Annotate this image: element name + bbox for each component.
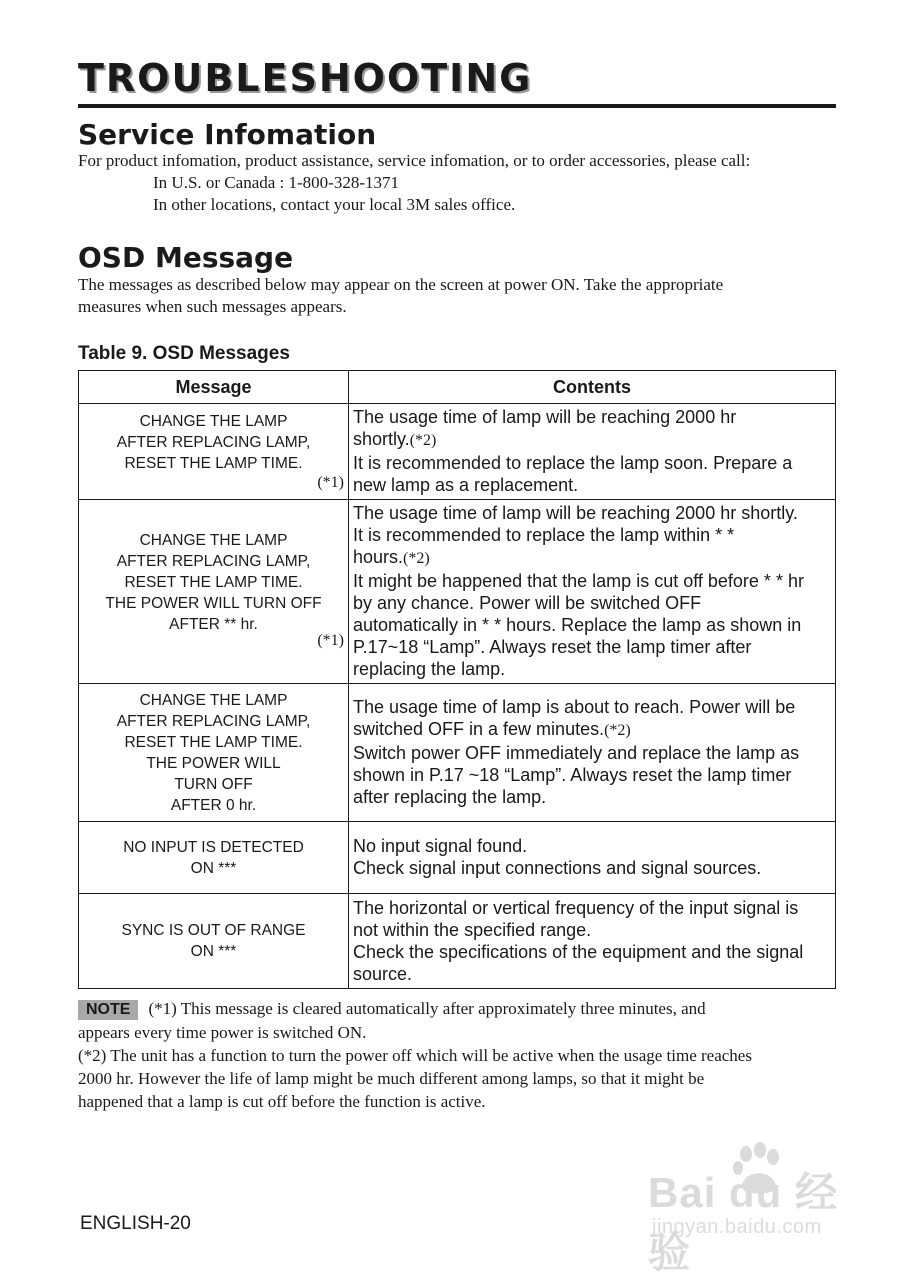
table-row [79, 404, 836, 500]
content-line: by any chance. Power will be switched OFF [353, 593, 702, 613]
watermark-brand: Bai du 经验 [648, 1169, 839, 1276]
message-line: THE POWER WILL TURN OFF [105, 595, 322, 612]
service-intro: For product infomation, product assistance, service infomation, or to order accessories, please call: [78, 151, 751, 170]
title-divider [78, 104, 836, 108]
column-header-message: Message [79, 371, 349, 404]
message-cell [79, 404, 349, 500]
content-line: It is recommended to replace the lamp soon. Prepare a [353, 453, 793, 473]
osd-messages-table [78, 370, 836, 989]
note-1-line2: appears every time power is switched ON. [78, 1023, 367, 1042]
message-line: TURN OFF [174, 775, 253, 793]
message-line: ON *** [190, 859, 237, 877]
note-2-line1: (*2) The unit has a function to turn the power off which will be active when the usage time reaches [78, 1046, 752, 1065]
table-row [79, 822, 836, 894]
note-1-line1: (*1) This message is cleared automatically after approximately three minutes, and [148, 999, 706, 1018]
content-line: P.17~18 “Lamp”. Always reset the lamp timer after [353, 637, 752, 657]
content-line: The horizontal or vertical frequency of the input signal is [353, 897, 799, 918]
message-line: ON *** [190, 943, 237, 960]
content-line: switched OFF in a few minutes.(*2) [353, 719, 631, 739]
contents-cell [349, 404, 836, 500]
message-line: CHANGE THE LAMP [139, 532, 288, 549]
footnote-ref: (*2) [604, 722, 631, 739]
content-line: It is recommended to replace the lamp within * * [353, 525, 735, 545]
message-line: NO INPUT IS DETECTED [123, 838, 304, 856]
content-line: The usage time of lamp will be reaching 2000 hr shortly. [353, 503, 798, 523]
contents-cell [349, 894, 836, 989]
content-line: hours.(*2) [353, 547, 430, 567]
content-line: The usage time of lamp is about to reach. Power will be [353, 697, 796, 717]
message-line: AFTER REPLACING LAMP, [116, 712, 311, 730]
note-badge: NOTE [78, 1000, 138, 1020]
message-line: AFTER ** hr. [169, 616, 258, 633]
page-number: ENGLISH-20 [80, 1213, 191, 1234]
service-contact-other: In other locations, contact your local 3M sales office. [153, 195, 516, 214]
message-cell [79, 822, 349, 894]
table-row [79, 894, 836, 989]
table-header-row [79, 371, 836, 404]
osd-intro-line1: The messages as described below may appear on the screen at power ON. Take the appropriate [78, 275, 724, 294]
message-line: AFTER 0 hr. [170, 796, 257, 814]
message-cell [79, 684, 349, 822]
message-cell [79, 894, 349, 989]
message-line: RESET THE LAMP TIME. [124, 455, 303, 472]
content-line: No input signal found. [353, 836, 528, 856]
table-caption: Table 9. OSD Messages [78, 343, 290, 364]
message-line: RESET THE LAMP TIME. [124, 574, 303, 591]
contents-cell [349, 822, 836, 894]
watermark-url: jingyan.baidu.com [652, 1216, 822, 1238]
content-line: replacing the lamp. [353, 659, 506, 679]
contents-cell [349, 500, 836, 684]
message-line: AFTER REPLACING LAMP, [116, 553, 311, 570]
message-line: AFTER REPLACING LAMP, [116, 434, 311, 451]
baidu-watermark [648, 1140, 868, 1276]
content-line: shown in P.17 ~18 “Lamp”. Always reset the lamp timer [353, 765, 792, 785]
note-2-line3: happened that a lamp is cut off before the function is active. [78, 1092, 486, 1111]
content-line: Check the specifications of the equipment and the signal [353, 941, 804, 962]
content-line: The usage time of lamp will be reaching 2000 hr [353, 407, 737, 427]
service-heading: Service Infomation [78, 118, 377, 151]
content-line: It might be happened that the lamp is cut off before * * hr [353, 571, 804, 591]
content-line: not within the specified range. [353, 919, 592, 940]
content-line: automatically in * * hours. Replace the lamp as shown in [353, 615, 802, 635]
content-line: Switch power OFF immediately and replace the lamp as [353, 743, 800, 763]
content-line: after replacing the lamp. [353, 787, 547, 807]
footnote-ref: (*2) [403, 550, 430, 567]
message-line: CHANGE THE LAMP [139, 691, 288, 709]
service-contact-us: In U.S. or Canada : 1-800-328-1371 [153, 173, 399, 192]
message-line: SYNC IS OUT OF RANGE [121, 922, 306, 939]
message-cell [79, 500, 349, 684]
message-line: THE POWER WILL [146, 754, 281, 772]
table-row [79, 684, 836, 822]
message-line: RESET THE LAMP TIME. [124, 733, 303, 751]
note-2-line2: 2000 hr. However the life of lamp might be much different among lamps, so that it might be [78, 1069, 705, 1088]
footnote-ref: (*2) [409, 432, 437, 449]
osd-intro-line2: measures when such messages appears. [78, 297, 347, 316]
footnote-ref: (*1) [317, 474, 344, 491]
content-line: shortly.(*2) [353, 429, 437, 449]
message-line: CHANGE THE LAMP [139, 413, 288, 430]
note-1 [78, 998, 706, 1020]
content-line: Check signal input connections and signal sources. [353, 858, 762, 878]
footnote-ref: (*1) [317, 632, 344, 649]
page-title: TROUBLESHOOTING [78, 56, 533, 100]
content-line: source. [353, 963, 413, 984]
content-line: new lamp as a replacement. [353, 475, 579, 495]
column-header-contents: Contents [349, 371, 836, 404]
table-row [79, 500, 836, 684]
osd-heading: OSD Message [78, 241, 294, 274]
contents-cell [349, 684, 836, 822]
